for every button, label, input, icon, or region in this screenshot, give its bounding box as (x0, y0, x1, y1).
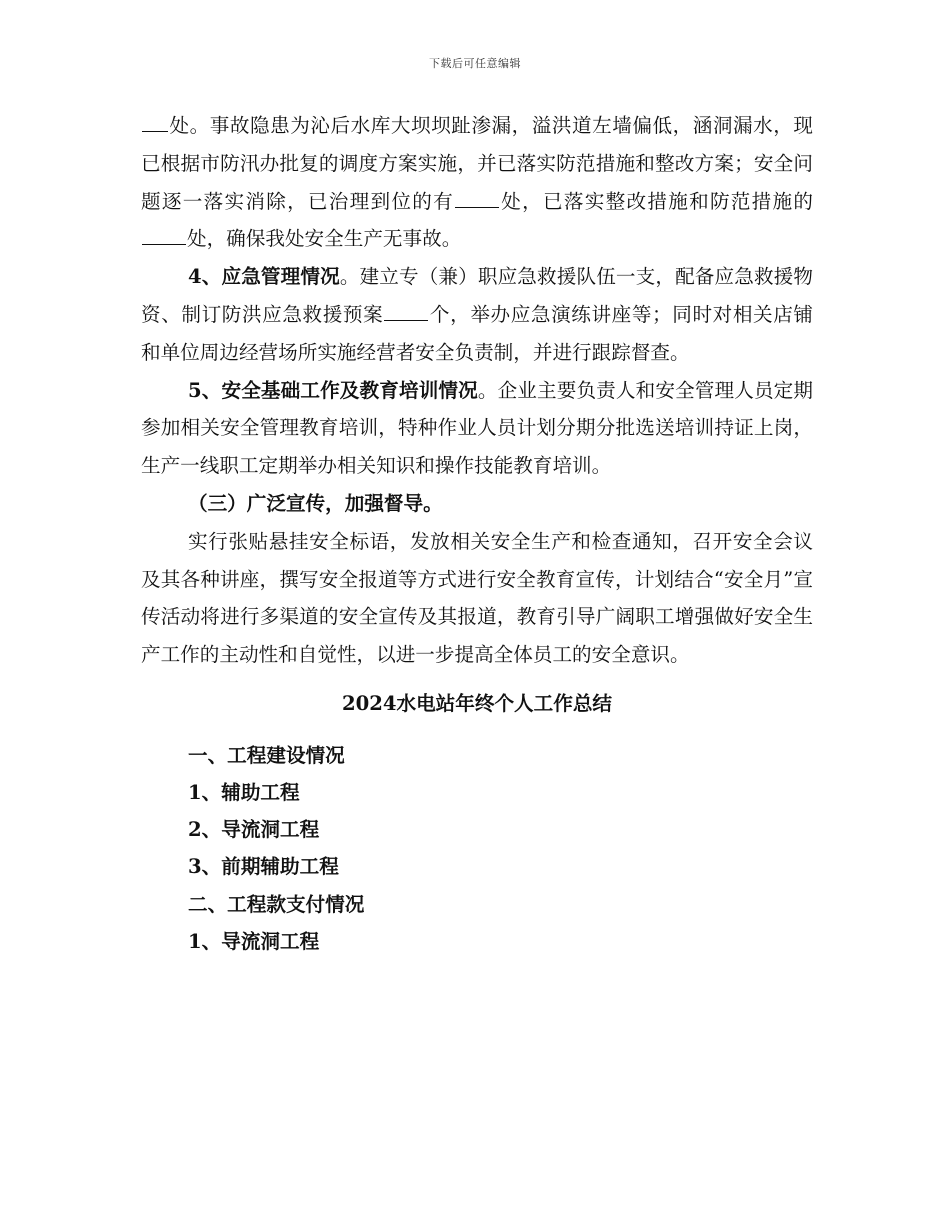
fill-blank (384, 298, 428, 321)
fill-blank (142, 109, 168, 132)
outline-item: 2、导流洞工程 (188, 818, 320, 842)
paragraph-heading: 4、应急管理情况 (188, 265, 340, 289)
paragraph-heading: 5、安全基础工作及教育培训情况 (188, 378, 478, 402)
paragraph-emergency-management (141, 258, 813, 371)
paragraph-text: 处。事故隐患为沁后水库大坝坝趾渗漏，溢洪道左墙偏低，涵洞漏水，现已根据市防汛办批复的调度方案实施，并已落实防范措施和整改方案；安全问题逐一落实消除，已治理到位的有 (141, 114, 813, 213)
outline-item: 一、工程建设情况 (188, 743, 345, 767)
paragraph-safety-training (141, 372, 813, 485)
paragraph-text: 处，确保我处安全生产无事故。 (187, 227, 462, 251)
paragraph-accident-hazards (141, 107, 813, 258)
outline-item: 二、工程款支付情况 (188, 892, 365, 916)
page-header: 下载后可任意编辑 (429, 57, 521, 70)
outline-item: 3、前期辅助工程 (188, 855, 339, 879)
outline-item: 1、导流洞工程 (188, 929, 320, 953)
paragraph-text: 。建立专（兼）职应急救援队伍一支，配备应急救援物资、制订防洪应急救援预案 (141, 265, 813, 326)
fill-blank (142, 222, 186, 245)
paragraph-text: 处，已落实整改措施和防范措施的 (500, 189, 813, 213)
outline-item: 1、辅助工程 (188, 780, 300, 804)
paragraph-publicity: 实行张贴悬挂安全标语，发放相关安全生产和检查通知，召开安全会议及其各种讲座，撰写安全报道等方式进行安全教育宣传，计划结合“安全月”宣传活动将进行多渠道的安全宣传及其报道，教育引导广阔职工增强做好安全生产工作的主动性和自觉性，以进一步提高全体员工的安全意识。 (141, 529, 813, 667)
paragraph-text: 。企业主要负责人和安全管理人员定期参加相关安全管理教育培训，特种作业人员计划分期分批选送培训持证上岗，生产一线职工定期举办相关知识和操作技能教育培训。 (141, 378, 813, 478)
document-body (141, 107, 813, 960)
document-title: 2024水电站年终个人工作总结 (341, 691, 613, 715)
paragraph-text: 个，举办应急演练讲座等；同时对相关店铺和单位周边经营场所实施经营者安全负责制，并进行跟踪督查。 (141, 302, 814, 364)
section-heading-publicity: （三）广泛宣传，加强督导。 (188, 491, 443, 515)
fill-blank (455, 185, 499, 208)
